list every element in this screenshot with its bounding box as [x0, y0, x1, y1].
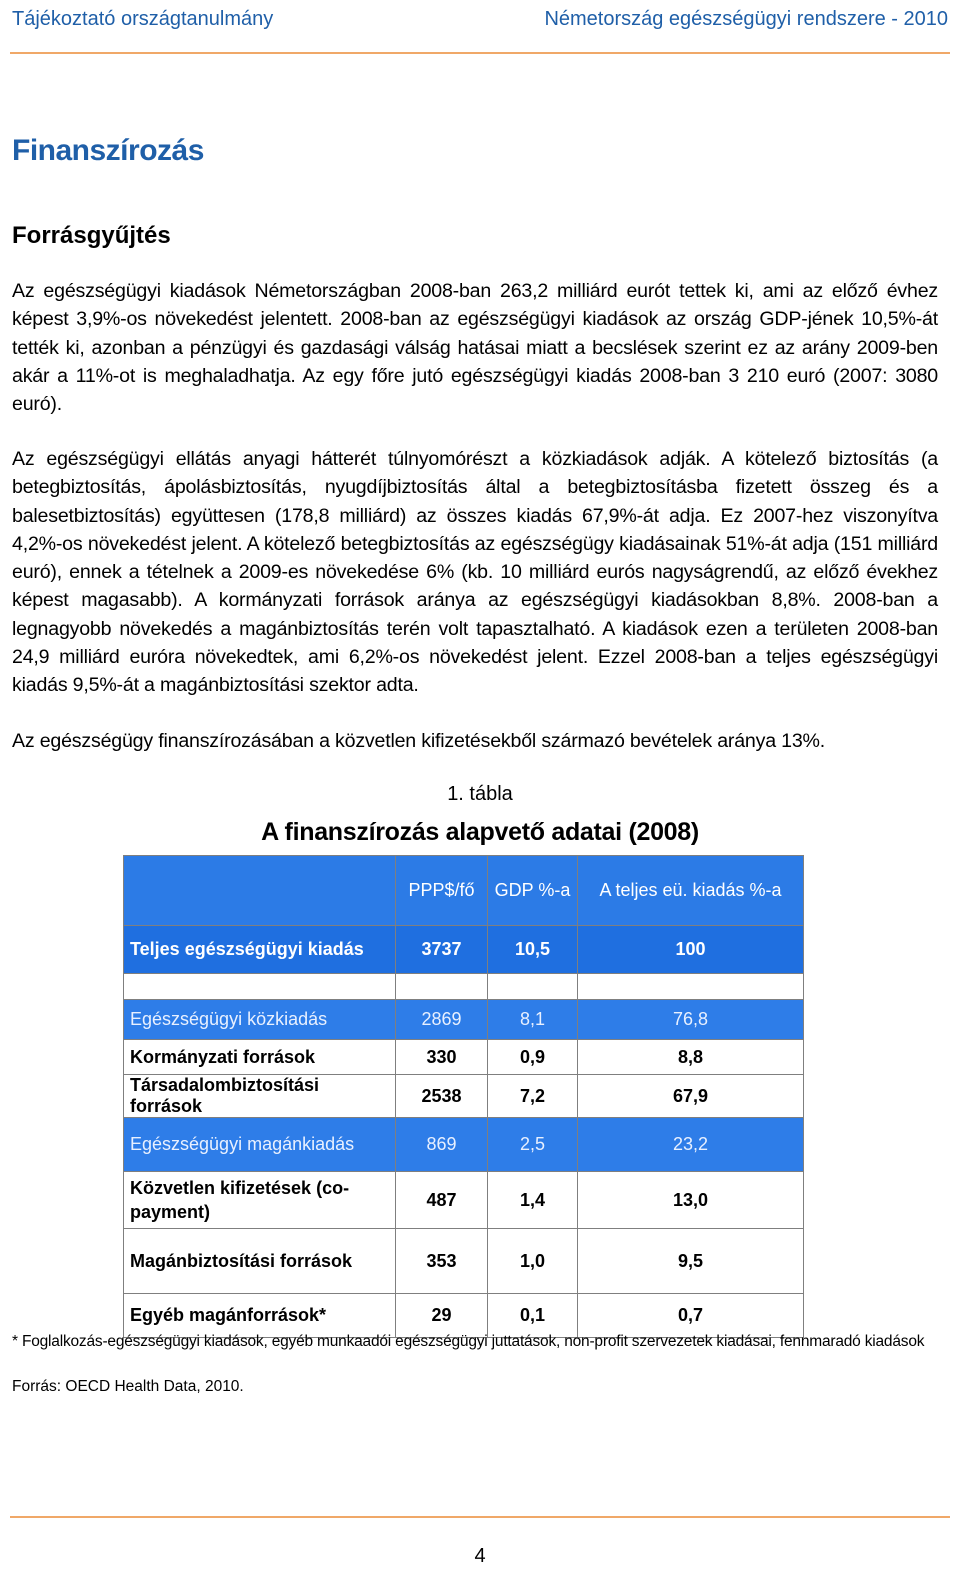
- row-ppp: 3737: [396, 926, 488, 974]
- table-row: [124, 1229, 804, 1294]
- row-label: Teljes egészségügyi kiadás: [124, 926, 396, 974]
- table-row: [124, 1294, 804, 1338]
- row-total: 23,2: [578, 1118, 804, 1172]
- paragraph-direct-payments: Az egészségügy finanszírozásában a közvetlen kifizetésekből származó bevételek aránya 13%.: [12, 730, 826, 752]
- row-gdp: 7,2: [488, 1075, 578, 1118]
- page-header: [12, 4, 948, 34]
- table-header-empty: [124, 856, 396, 926]
- row-label: Egyéb magánforrások*: [124, 1294, 396, 1338]
- table-header-ppp: PPP$/fő: [396, 856, 488, 926]
- row-ppp: 353: [396, 1229, 488, 1294]
- row-ppp: 487: [396, 1172, 488, 1229]
- table-footnote: * Foglalkozás-egészségügyi kiadások, egyéb munkaadói egészségügyi juttatások, non-profit szervezetek kiadásai, fennmaradó kiadások: [12, 1333, 925, 1350]
- table-caption: 1. tábla: [447, 783, 513, 805]
- row-total: 0,7: [578, 1294, 804, 1338]
- header-document-title: Németország egészségügyi rendszere - 2010: [544, 7, 948, 30]
- row-ppp: 330: [396, 1040, 488, 1075]
- row-gdp: 1,4: [488, 1172, 578, 1229]
- table-header-gdp: GDP %-a: [488, 856, 578, 926]
- header-divider: [10, 52, 950, 54]
- row-total: 100: [578, 926, 804, 974]
- table-row: [124, 1000, 804, 1040]
- header-document-type: Tájékoztató országtanulmány: [12, 7, 274, 30]
- row-label: Magánbiztosítási források: [124, 1229, 396, 1294]
- table-header-row: [124, 856, 804, 926]
- row-total: 67,9: [578, 1075, 804, 1118]
- row-ppp: 29: [396, 1294, 488, 1338]
- table-row: [124, 1172, 804, 1229]
- table-header-total: A teljes eü. kiadás %-a: [578, 856, 804, 926]
- table-row: [124, 926, 804, 974]
- section-title: Finanszírozás: [12, 134, 204, 167]
- row-total: 76,8: [578, 1000, 804, 1040]
- table-row: [124, 1075, 804, 1118]
- row-ppp: 2869: [396, 1000, 488, 1040]
- row-gdp: 8,1: [488, 1000, 578, 1040]
- table-row: [124, 1118, 804, 1172]
- row-gdp: 1,0: [488, 1229, 578, 1294]
- page-number: 4: [474, 1545, 486, 1567]
- row-gdp: 0,1: [488, 1294, 578, 1338]
- row-total: 9,5: [578, 1229, 804, 1294]
- row-label: Kormányzati források: [124, 1040, 396, 1075]
- row-label: Egészségügyi közkiadás: [124, 1000, 396, 1040]
- table-row: [124, 1040, 804, 1075]
- table-source: Forrás: OECD Health Data, 2010.: [12, 1378, 244, 1395]
- row-gdp: 0,9: [488, 1040, 578, 1075]
- subsection-title: Forrásgyűjtés: [12, 222, 171, 249]
- row-label: Társadalombiztosítási források: [124, 1075, 396, 1118]
- row-gdp: 10,5: [488, 926, 578, 974]
- row-gdp: 2,5: [488, 1118, 578, 1172]
- row-total: 8,8: [578, 1040, 804, 1075]
- footer-divider: [10, 1516, 950, 1518]
- financing-table: [123, 855, 804, 1338]
- table-title: A finanszírozás alapvető adatai (2008): [261, 818, 699, 846]
- row-ppp: 869: [396, 1118, 488, 1172]
- paragraph-health-expenditure: Az egészségügyi kiadások Németországban 2008-ban 263,2 milliárd eurót tettek ki, ami az előző évhez képest 3,9%-os növekedést jelentett. 2008-ban az egészségügyi kiadások az ország GDP-jének 10,5%-át tették ki, azonban a pénzügyi és gazdasági válság hatásai miatt a becslések szerint ez az arány 2009-ben akár a 11%-ot is meghaladhatja. Az egy főre jutó egészségügyi kiadás 2008-ban 3 210 euró (2007: 3080 euró).: [12, 280, 938, 416]
- row-ppp: 2538: [396, 1075, 488, 1118]
- table-spacer-row: [124, 974, 804, 1000]
- row-total: 13,0: [578, 1172, 804, 1229]
- paragraph-public-expenditure: Az egészségügyi ellátás anyagi hátterét túlnyomórészt a közkiadások adják. A kötelező biztosítás (a betegbiztosítás, ápolásbiztosítás, nyugdíjbiztosítás által a betegbiztosításba fizetett összeg és a balesetbiztosítás) együttesen (178,8 milliárd) az összes kiadás 67,9%-át adja. Ez 2007-hez viszonyítva 4,2%-os növekedést jelent. A kötelező betegbiztosítás az egészségügy kiadásainak 51%-át adja (151 milliárd euró), ennek a tételnek a 2009-es növekedése 6% (kb. 10 milliárd eurós nagyságrendű, az előző évekhez képest magasabb). A kormányzati források aránya az egészségügyi kiadásokban 8,8%. 2008-ban a legnagyobb növekedés a magánbiztosítás terén volt tapasztalható. A kiadások ezen a területen 2008-ban 24,9 milliárd euróra növekedtek, ami 6,2%-os növekedést jelent. Ezzel 2008-ban a teljes egészségügyi kiadás 9,5%-át a magánbiztosítási szektor adta.: [12, 448, 938, 697]
- row-label: Egészségügyi magánkiadás: [124, 1118, 396, 1172]
- row-label: Közvetlen kifizetések (co-payment): [124, 1172, 396, 1229]
